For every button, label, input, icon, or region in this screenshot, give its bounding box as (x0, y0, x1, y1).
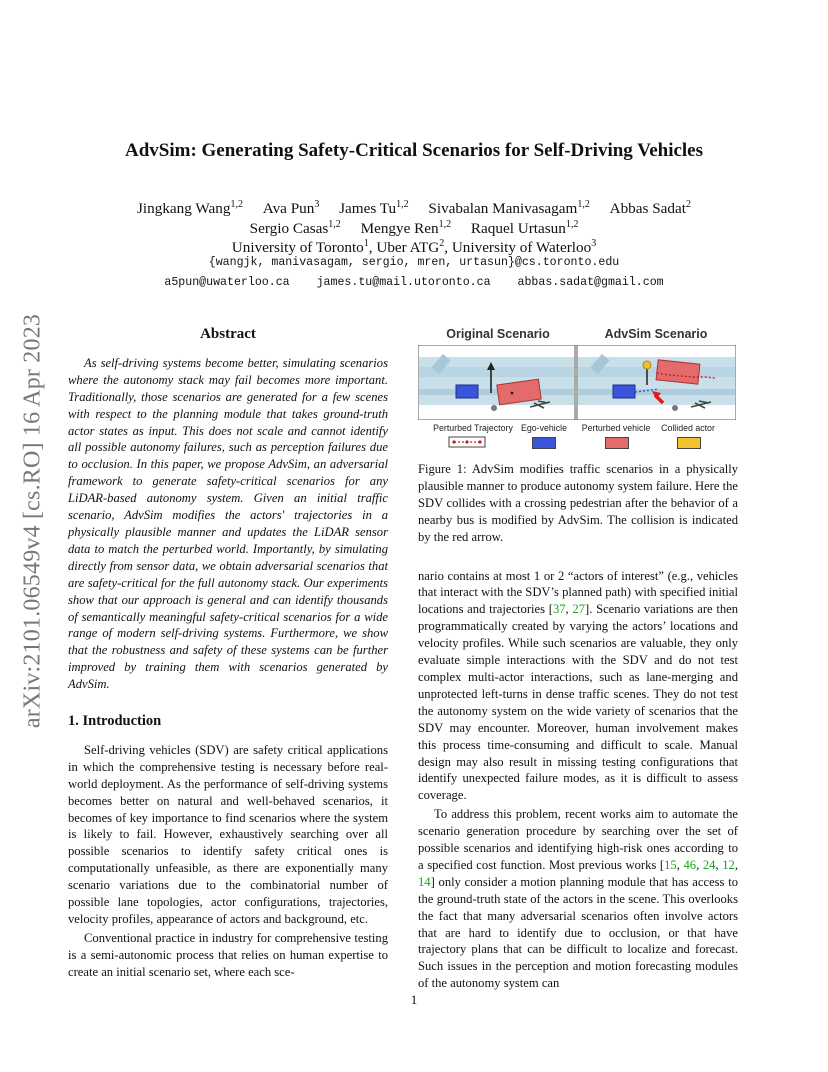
abstract-heading: Abstract (200, 326, 256, 342)
author: Abbas Sadat$^2$ (609, 199, 691, 218)
pedestrian (672, 405, 678, 411)
page-number: 1 (410, 992, 418, 1007)
body-paragraph: nario contains at most 1 or 2 “actors of interest” (e.g., vehicles that interact with the SDV’s planned path) with specified initial locations and trajectories [37, 27]. Scenario variations are then programmatically created by varying the actors’ locations and velocity profiles. While such scenarios are valuable, they only evaluate simple interactions with the SDV and do not test complex multi-actor interactions, such as lane-merging and unprotected left-turns in dense traffic scenes. They do not test the autonomy system on the wide variety of scenarios that the SDV may encounter. Moreover, human involvement makes this process time-consuming and difficult to scale. Manual design may also result in missing testing configurations that identify unexpected failure modes, as it is difficult to assess coverage. (418, 568, 739, 803)
ego-vehicle (456, 385, 478, 398)
email: abbas.sadat@gmail.com (517, 276, 664, 289)
figure-label-original: Original Scenario (446, 327, 550, 341)
affiliations: University of Toronto$^1$, Uber ATG$^2$, University of Waterloo$^3$ (231, 238, 597, 257)
legend-perturbed-vehicle: Perturbed vehicle (581, 423, 651, 433)
figure-caption: Figure 1: AdvSim modifies traffic scenarios in a physically plausible manner to produce autonomy system failure. Here the SDV collides with a crossing pedestrian after the behavior of a nearby bus is modified by AdvSim. The collision is indicated by the red arrow. (418, 462, 738, 544)
intro-heading: 1. Introduction (68, 713, 162, 730)
figure-scenarios (418, 345, 736, 420)
legend-collided-actor: Collided actor (661, 423, 715, 433)
legend-perturbed-trajectory: Perturbed Trajectory (433, 423, 513, 433)
legend-collided-swatch (677, 437, 701, 449)
arxiv-stamp (16, 286, 50, 756)
citation-link[interactable]: 24 (702, 857, 716, 872)
author: Sivabalan Manivasagam$^{1,2}$ (428, 199, 590, 218)
paper-title: AdvSim: Generating Safety-Critical Scenarios for Self-Driving Vehicles (124, 140, 704, 161)
citation-link[interactable]: 27 (572, 602, 586, 617)
intro-paragraph-1: Self-driving vehicles (SDV) are safety critical applications in which the comprehensive testing is necessary before real-world deployment. As the performance of self-driving systems becomes better on natural and well-behaved scenarios, it becomes of key importance to find scenarios where the system is likely to fail. However, exhaustively searching over all possible scenarios to identify safety critical ones is computationally unfeasible, as there are exponentially many scenario variations due to the combinatorial number of possible lane topologies, actor configurations, trajectories, velocity profiles, appearance of actors and background, etc. (68, 742, 388, 926)
left-column (68, 326, 388, 981)
right-column (418, 461, 738, 992)
author: Sergio Casas$^{1,2}$ (249, 219, 341, 238)
author: Jingkang Wang$^{1,2}$ (137, 199, 243, 218)
citation-link[interactable]: 14 (418, 874, 431, 889)
legend-trajectory-swatch (448, 436, 488, 448)
email: a5pun@uwaterloo.ca (164, 276, 290, 289)
citation-link[interactable]: 15 (664, 857, 677, 872)
legend-perturbed-swatch (605, 437, 629, 449)
body-paragraph: To address this problem, recent works aim to automate the scenario generation procedure by searching over the set of possible scenarios and identifying high-risk ones according to a specified cost function. Most previous works [15, 46, 24, 12, 14] only consider a motion planning module that has access to the ground-truth state of the actors in the scene. This overlooks the fact that many adversarial scenarios often involve actors that are hard to identify due to occlusion, or that have trajectory plans that can be difficult to localize and forecast. Such issues in the perception and motion forecasting modules of the autonomy system can (418, 807, 738, 991)
arxiv-id: arXiv:2101.06549v4 [cs.RO] 16 Apr 2023 (19, 313, 46, 729)
ego-vehicle (613, 385, 635, 398)
author: James Tu$^{1,2}$ (339, 199, 409, 218)
abstract-text: As self-driving systems become better, simulating scenarios where the autonomy stack may fail becomes more important. Traditionally, those scenarios are generated for a few scenes with respect to the planning module that takes ground-truth actor states as input. This does not scale and cannot identify all possible autonomy failures, such as perception failures due to occlusion. In this paper, we propose AdvSim, an adversarial framework to generate safety-critical scenarios for any LiDAR-based autonomy system. Given an initial traffic scenario, AdvSim modifies the actors' trajectories in a physically plausible manner and updates the LiDAR sensor data to match the perturbed world. Importantly, by simulating directly from sensor data, we obtain adversarial scenarios that are safety-critical for the full autonomy stack. Our experiments show that our approach is general and can identify thousands of semantically meaningful safety-critical scenarios for a wide range of modern self-driving systems. Furthermore, we show that the robustness and safety of these systems can be further improved by training them with scenarios generated by AdvSim. (68, 355, 388, 692)
citation-link[interactable]: 12 (722, 857, 735, 872)
author: Raquel Urtasun$^{1,2}$ (470, 219, 579, 238)
author: Mengye Ren$^{1,2}$ (360, 219, 452, 238)
legend-ego-swatch (532, 437, 556, 449)
bus-perturbed (656, 360, 700, 384)
emails-line-1: {wangjk, manivasagam, sergio, mren, urtasun}@cs.toronto.edu (208, 256, 620, 269)
original-scenario-panel (418, 345, 575, 420)
legend-ego-vehicle: Ego-vehicle (521, 423, 567, 433)
collided-actor (643, 361, 651, 369)
citation-link[interactable]: 37 (552, 602, 566, 617)
emails-line-2 (80, 276, 748, 289)
email: james.tu@mail.utoronto.ca (316, 276, 491, 289)
figure-label-advsim: AdvSim Scenario (604, 327, 708, 341)
intro-paragraph-2: Conventional practice in industry for comprehensive testing is a semi-autonomic process that relies on human expertise to create an initial scenario set, where each sce- (68, 930, 388, 979)
author: Ava Pun$^3$ (262, 199, 320, 218)
citation-link[interactable]: 46 (683, 857, 697, 872)
advsim-scenario-panel (577, 345, 736, 420)
pedestrian (491, 405, 497, 411)
